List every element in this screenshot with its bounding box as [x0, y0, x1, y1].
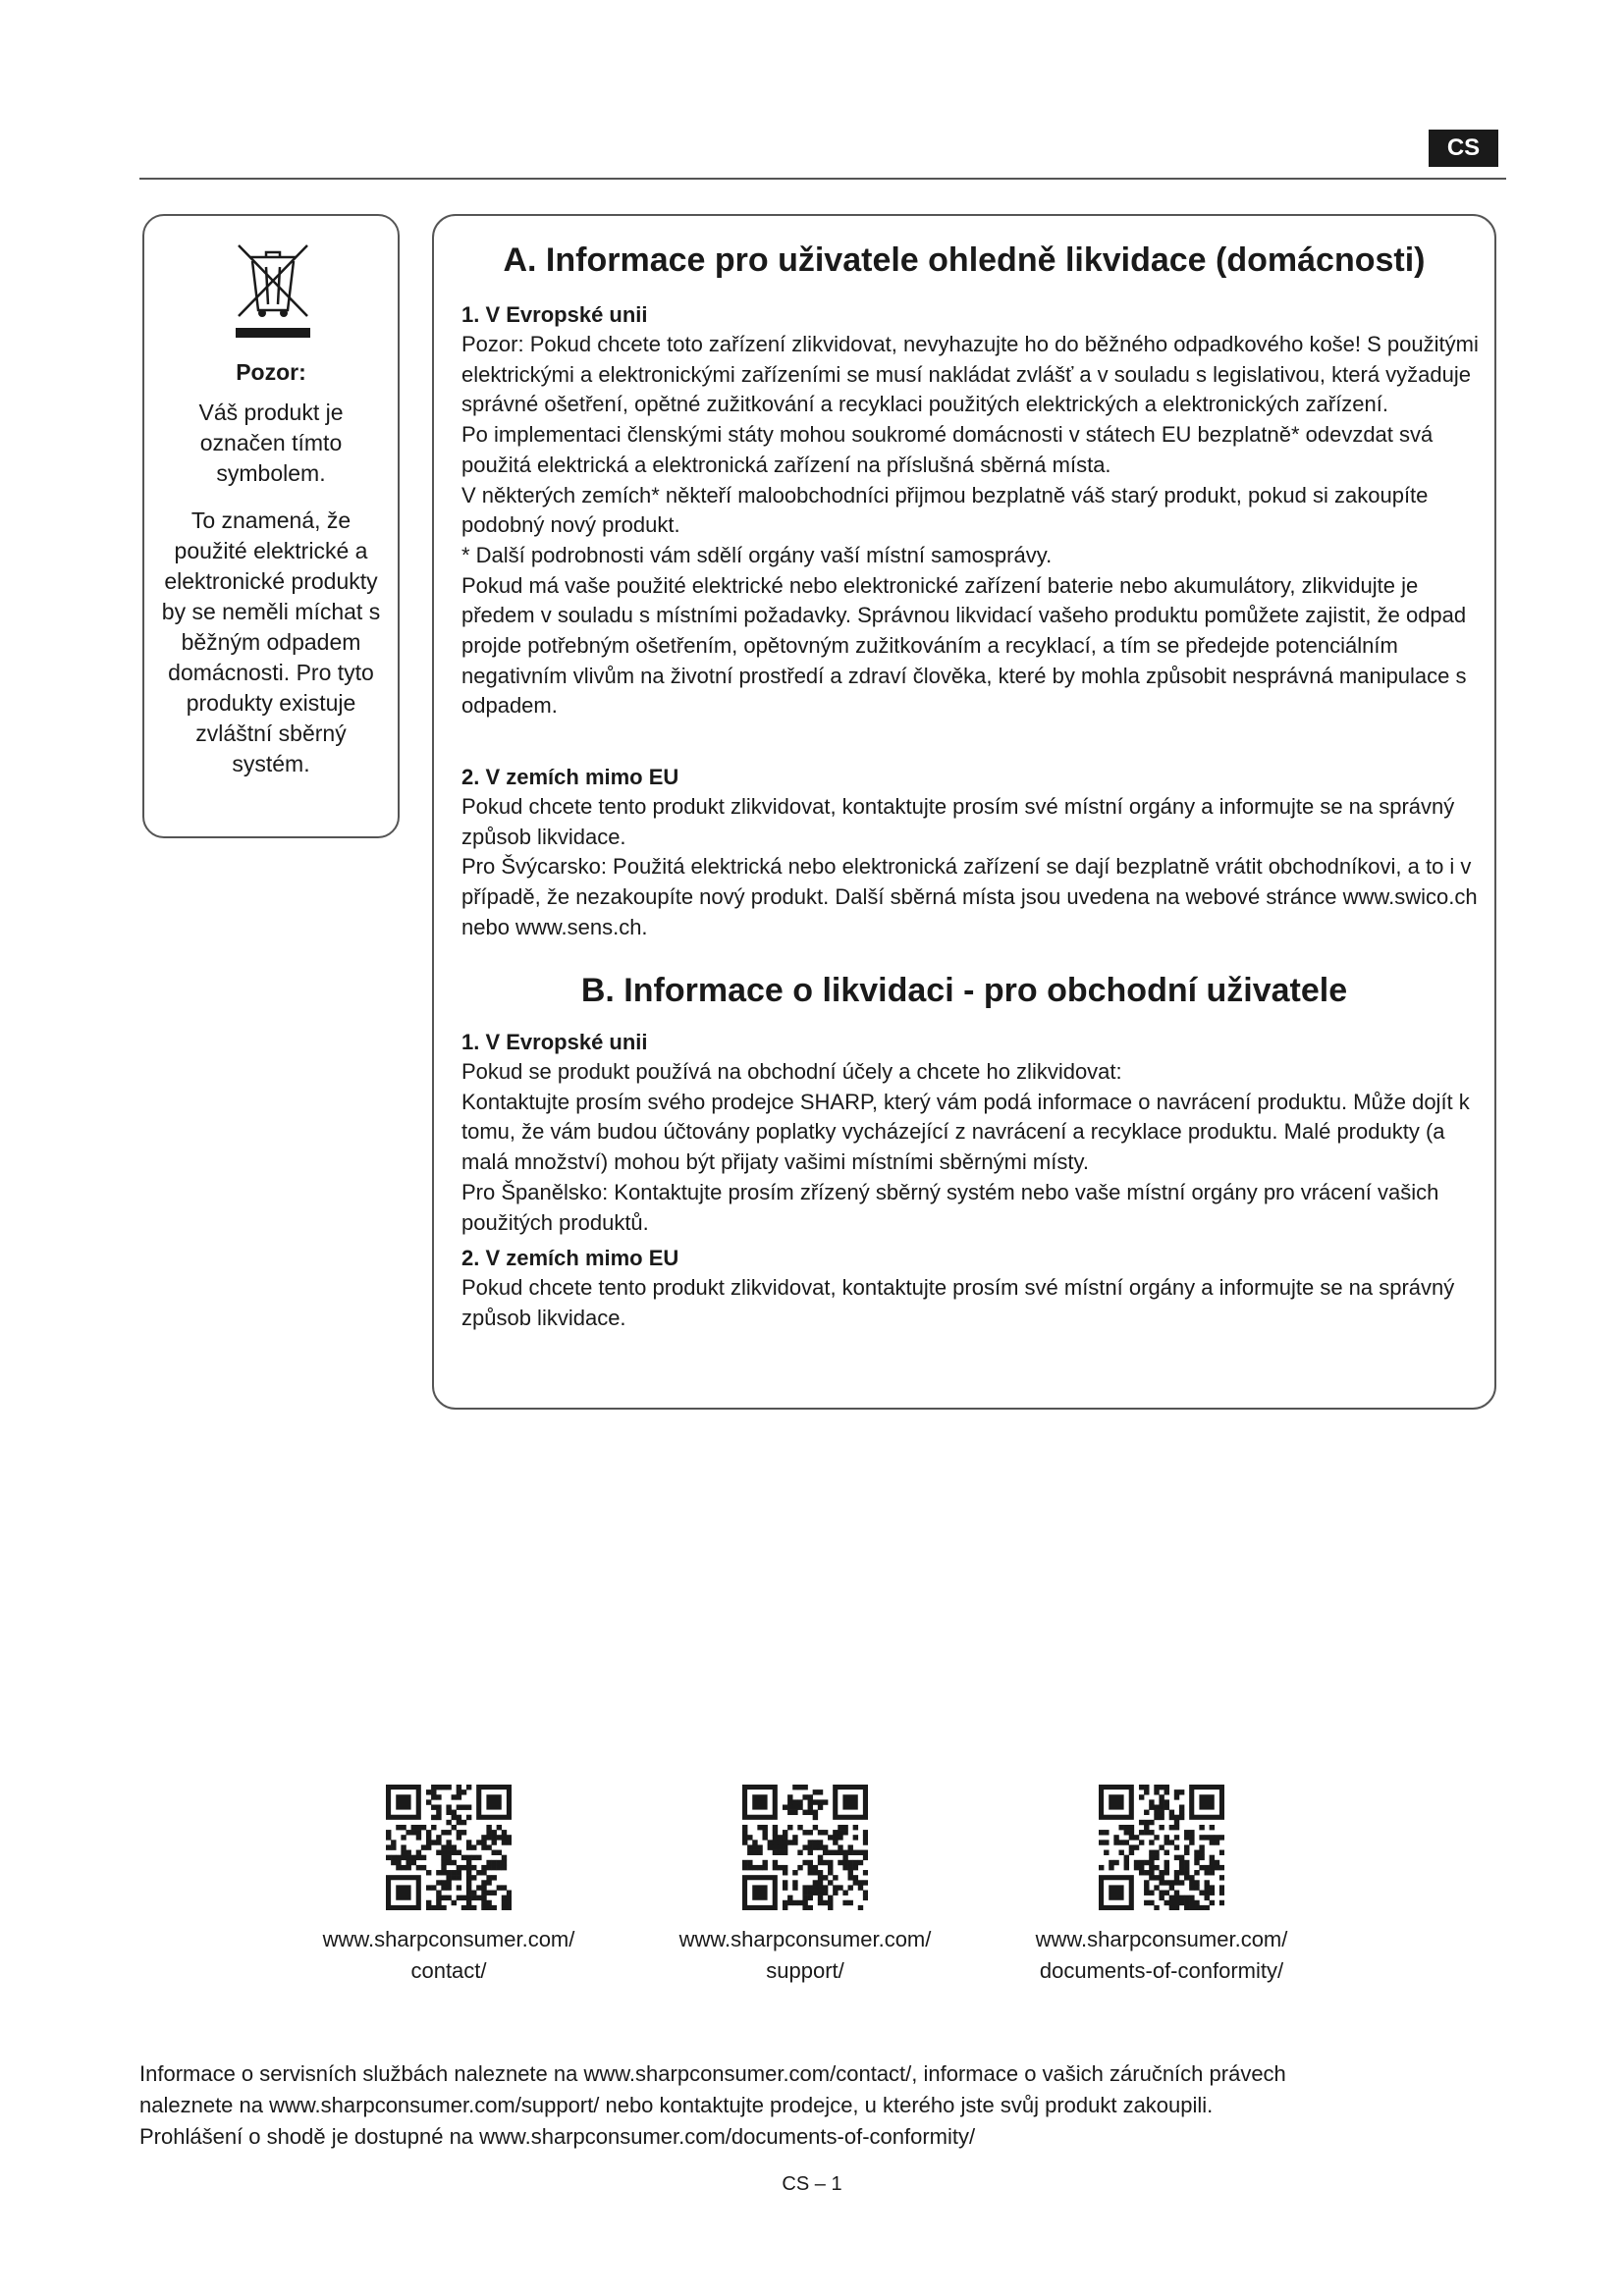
- crossed-out-wheelie-bin-icon: [231, 236, 315, 344]
- section-b-non-eu-heading: 2. V zemích mimo EU: [461, 1246, 679, 1270]
- qr-url[interactable]: [643, 1924, 967, 1987]
- page-number: CS – 1: [782, 2173, 842, 2195]
- qr-url-line1: www.sharpconsumer.com/: [1035, 1927, 1288, 1951]
- section-a-non-eu-text: Pokud chcete tento produkt zlikvidovat, kontaktujte prosím své místní orgány a informujte se na správný způsob likvidace. Pro Švýcarsko: Použitá elektrická nebo elektronická zařízení se dají bezplatně vrátit obchodníkovi, a to i v případě, že nezakoupíte nový produkt. Další sběrná místa jsou uvedena na webové stránce www.swico.ch nebo www.sens.ch.: [461, 794, 1478, 939]
- qr-code-icon: [1099, 1785, 1224, 1910]
- footer-info: [139, 2058, 1514, 2153]
- qr-url-line2: support/: [766, 1958, 844, 1983]
- section-a-non-eu-heading: 2. V zemích mimo EU: [461, 765, 679, 789]
- warning-sidebar: [142, 214, 400, 838]
- qr-url[interactable]: [1000, 1924, 1324, 1987]
- warning-explanation: To znamená, že použité elektrické a elektronické produkty by se neměli míchat s běžným odpadem domácnosti. Pro tyto produkty existuje zvláštní sběrný systém.: [161, 507, 381, 776]
- header-divider: [139, 178, 1506, 180]
- qr-url[interactable]: [287, 1924, 611, 1987]
- footer-line: Informace o servisních službách naleznete na www.sharpconsumer.com/contact/, informace o vašich záručních právech: [139, 2061, 1286, 2086]
- section-b-eu-text: Pokud se produkt používá na obchodní účely a chcete ho zlikvidovat: Kontaktujte prosím svého prodejce SHARP, který vám podá informace o navrácení produktu. Může dojít k tomu, že vám budou účtovány poplatky vycházející z navrácení a recyklace produktu. Malé produkty (a malá množství) mohou být přijaty vašimi místními sběrnými místy. Pro Španělsko: Kontaktujte prosím zřízený sběrný systém nebo vaše místní orgány pro vrácení vašich použitých produktů.: [461, 1059, 1470, 1235]
- qr-contact[interactable]: [287, 1785, 611, 1987]
- qr-code-icon: [386, 1785, 512, 1910]
- qr-code-icon: [742, 1785, 868, 1910]
- footer-line: Prohlášení o shodě je dostupné na www.sharpconsumer.com/documents-of-conformity/: [139, 2124, 976, 2149]
- warning-text: Váš produkt je označen tímto symbolem.: [198, 400, 344, 486]
- section-b-title: B. Informace o likvidaci - pro obchodní uživatele: [580, 972, 1348, 1009]
- qr-documents-of-conformity[interactable]: [1000, 1785, 1324, 1987]
- warning-title: Pozor:: [236, 359, 306, 385]
- section-a-title: A. Informace pro uživatele ohledně likvidace (domácnosti): [503, 241, 1426, 279]
- disposal-info-box: [432, 214, 1496, 1410]
- qr-url-line2: documents-of-conformity/: [1039, 1958, 1284, 1983]
- language-badge: CS: [1429, 130, 1498, 167]
- qr-url-line2: contact/: [410, 1958, 487, 1983]
- qr-url-line1: www.sharpconsumer.com/: [678, 1927, 932, 1951]
- section-b-eu-heading: 1. V Evropské unii: [461, 1030, 648, 1054]
- qr-url-line1: www.sharpconsumer.com/: [322, 1927, 575, 1951]
- section-a-eu-heading: 1. V Evropské unii: [461, 302, 648, 327]
- footer-line: naleznete na www.sharpconsumer.com/support/ nebo kontaktujte prodejce, u kterého jste svůj produkt zakoupili.: [139, 2093, 1214, 2117]
- section-b-non-eu-text: Pokud chcete tento produkt zlikvidovat, kontaktujte prosím své místní orgány a informujte se na správný způsob likvidace.: [461, 1275, 1455, 1330]
- qr-support[interactable]: [643, 1785, 967, 1987]
- section-a-eu-text: Pozor: Pokud chcete toto zařízení zlikvidovat, nevyhazujte ho do běžného odpadkového koše! S použitými elektrickými a elektronickými zařízeními se musí nakládat zvlášť a v souladu s legislativou, která vyžaduje správné ošetření, opětné zužitkování a recyklaci použitých elektrických a elektronických zařízení. Po implementaci členskými státy mohou soukromé domácnosti v státech EU bezplatně* odevzdat svá použitá elektrická a elektronická zařízení na příslušná sběrná místa. V některých zemích* někteří maloobchodníci přijmou bezplatně váš starý produkt, pokud si zakoupíte podobný nový produkt. * Další podrobnosti vám sdělí orgány vaší místní samosprávy. Pokud má vaše použité elektrické nebo elektronické zařízení baterie nebo akumulátory, zlikvidujte je předem v souladu s místními požadavky. Správnou likvidací vašeho produktu pomůžete zajistit, že odpad projde potřebným ošetřením, opětovným zužitkováním a recyklací, a tím se předejde potenciálním negativním vlivům na životní prostředí a zdraví člověka, které by mohla způsobit nesprávná manipulace s odpadem.: [461, 332, 1479, 719]
